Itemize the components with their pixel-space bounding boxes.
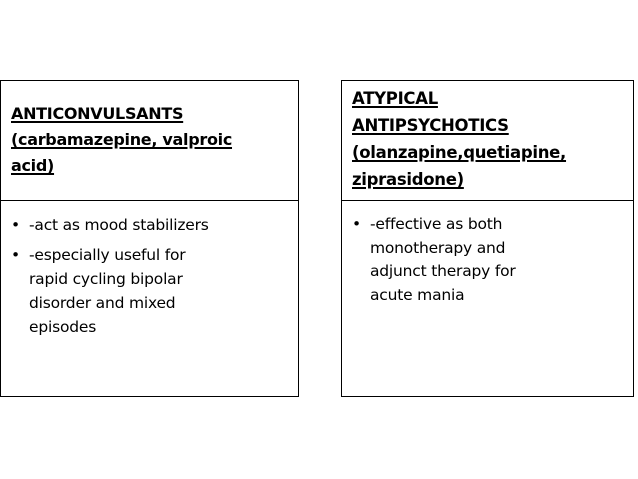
title-line: (olanzapine,quetiapine, [352,143,567,162]
title-line: ATYPICAL [352,89,438,108]
anticonvulsants-header [1,81,298,201]
atypical-antipsychotics-header [342,81,633,201]
bullet-line: rapid cycling bipolar [29,270,183,288]
bullet-line: -especially useful for [29,246,186,264]
title-line: ANTIPSYCHOTICS [352,116,509,135]
title-line: ziprasidone) [352,170,464,189]
atypical-antipsychotics-box [341,80,634,397]
atypical-antipsychotics-bullet-list [350,213,629,313]
bullet-item [9,243,294,339]
bullet-dot-icon: • [11,216,20,234]
bullet-line: episodes [29,318,97,336]
bullet-line: acute mania [370,285,465,304]
bullet-line: monotherapy and [370,238,506,257]
bullet-line: -act as mood stabilizers [29,216,209,234]
anticonvulsants-title [11,101,294,179]
bullet-item [9,213,294,237]
anticonvulsants-bullet-list [9,213,294,345]
title-line: ANTICONVULSANTS [11,104,184,123]
bullet-line: -effective as both [370,215,503,233]
bullet-line: adjunct therapy for [370,262,516,280]
bullet-item [350,213,629,307]
title-line: (carbamazepine, valproic [11,130,233,149]
anticonvulsants-box [0,80,299,397]
atypical-antipsychotics-title [352,85,629,193]
title-line: acid) [11,156,55,175]
bullet-dot-icon: • [352,215,361,233]
bullet-dot-icon: • [11,246,20,264]
bullet-line: disorder and mixed [29,294,176,312]
